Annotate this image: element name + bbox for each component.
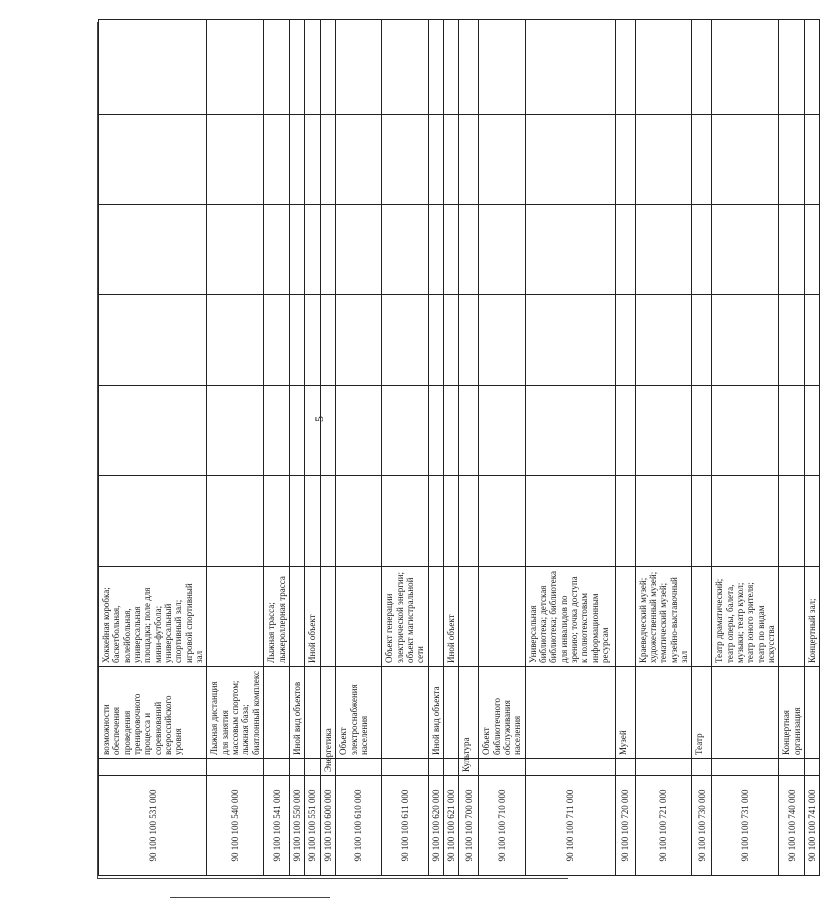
category-cell <box>443 759 458 776</box>
empty-cell <box>382 386 428 476</box>
kind-cell: Объект библиотечного обслуживания населения <box>479 667 525 759</box>
object-cell: Лыжная трасса; лыжероллерная трасса <box>264 567 290 667</box>
table-row <box>290 20 305 876</box>
kind-cell: возможности обеспечения проведения тренировочного процесса и соревнований всероссийского уровня <box>99 667 207 759</box>
object-cell <box>320 567 335 667</box>
empty-cell <box>305 476 320 567</box>
category-cell <box>712 759 779 776</box>
classification-table <box>98 19 820 876</box>
code-cell: 90 100 100 700 000 <box>459 776 479 876</box>
empty-cell <box>290 115 305 205</box>
object-cell: Объект генерации электрической энергии; объект магистральной сети <box>382 567 428 667</box>
code-cell: 90 100 100 541 000 <box>264 776 290 876</box>
code-cell: 90 100 100 731 000 <box>712 776 779 876</box>
table-row <box>779 20 805 876</box>
table-row <box>428 20 443 876</box>
empty-cell <box>264 476 290 567</box>
empty-cell <box>305 115 320 205</box>
empty-cell <box>805 205 820 295</box>
empty-cell <box>779 205 805 295</box>
empty-cell <box>692 386 712 476</box>
kind-cell <box>443 667 458 759</box>
kind-cell: Лыжная дистанция для занятия массовым спортом; лыжная база; биатлонный комплекс <box>207 667 264 759</box>
empty-cell <box>382 115 428 205</box>
empty-cell <box>779 476 805 567</box>
kind-cell <box>382 667 428 759</box>
code-cell: 90 100 100 551 000 <box>305 776 320 876</box>
empty-cell <box>336 205 382 295</box>
empty-cell <box>525 295 615 386</box>
category-cell <box>99 759 207 776</box>
empty-cell <box>264 386 290 476</box>
object-cell <box>779 567 805 667</box>
empty-cell <box>99 476 207 567</box>
empty-cell <box>525 205 615 295</box>
code-cell: 90 100 100 711 000 <box>525 776 615 876</box>
empty-cell <box>443 20 458 115</box>
empty-cell <box>779 295 805 386</box>
object-cell <box>290 567 305 667</box>
code-cell: 90 100 100 741 000 <box>805 776 820 876</box>
table-row <box>305 20 320 876</box>
category-cell <box>805 759 820 776</box>
empty-cell <box>692 295 712 386</box>
empty-cell <box>525 476 615 567</box>
empty-cell <box>320 115 335 205</box>
empty-cell <box>336 20 382 115</box>
category-cell <box>207 759 264 776</box>
empty-cell <box>615 205 635 295</box>
empty-cell <box>305 386 320 476</box>
category-cell <box>525 759 615 776</box>
table-row <box>712 20 779 876</box>
empty-cell <box>443 476 458 567</box>
empty-cell <box>459 20 479 115</box>
kind-cell <box>712 667 779 759</box>
category-cell <box>264 759 290 776</box>
empty-cell <box>712 386 779 476</box>
empty-cell <box>428 205 443 295</box>
empty-cell <box>305 295 320 386</box>
category-cell <box>479 759 525 776</box>
empty-cell <box>99 386 207 476</box>
empty-cell <box>305 205 320 295</box>
empty-cell <box>428 386 443 476</box>
category-cell <box>615 759 635 776</box>
empty-cell <box>320 20 335 115</box>
empty-cell <box>320 386 335 476</box>
empty-cell <box>290 295 305 386</box>
empty-cell <box>635 386 692 476</box>
empty-cell <box>712 115 779 205</box>
empty-cell <box>290 205 305 295</box>
empty-cell <box>320 295 335 386</box>
category-cell: Энергетика <box>320 759 335 776</box>
empty-cell <box>779 386 805 476</box>
empty-cell <box>479 205 525 295</box>
scan-left-edge <box>97 22 98 878</box>
code-cell: 90 100 100 710 000 <box>479 776 525 876</box>
empty-cell <box>336 295 382 386</box>
rotated-table-wrapper <box>98 20 818 876</box>
empty-cell <box>428 476 443 567</box>
empty-cell <box>692 476 712 567</box>
empty-cell <box>459 386 479 476</box>
empty-cell <box>635 295 692 386</box>
empty-cell <box>692 20 712 115</box>
kind-cell: Объект электроснабжения населения <box>336 667 382 759</box>
code-cell: 90 100 100 531 000 <box>99 776 207 876</box>
object-cell: Краеведческий музей; художественный музей; тематический музей; музейно-выставочный зал <box>635 567 692 667</box>
kind-cell: Музей <box>615 667 635 759</box>
table-row <box>320 20 335 876</box>
table-row <box>805 20 820 876</box>
empty-cell <box>712 205 779 295</box>
empty-cell <box>428 295 443 386</box>
empty-cell <box>805 476 820 567</box>
empty-cell <box>320 476 335 567</box>
empty-cell <box>525 386 615 476</box>
category-cell <box>290 759 305 776</box>
category-cell <box>382 759 428 776</box>
object-cell: Концертный зал; <box>805 567 820 667</box>
empty-cell <box>99 115 207 205</box>
empty-cell <box>382 20 428 115</box>
empty-cell <box>712 295 779 386</box>
empty-cell <box>525 115 615 205</box>
kind-cell <box>635 667 692 759</box>
kind-cell: Концертная организация <box>779 667 805 759</box>
scan-bottom-mark <box>170 897 330 898</box>
empty-cell <box>692 115 712 205</box>
object-cell <box>692 567 712 667</box>
empty-cell <box>290 20 305 115</box>
table-row <box>99 20 207 876</box>
empty-cell <box>479 476 525 567</box>
kind-cell <box>805 667 820 759</box>
object-cell <box>479 567 525 667</box>
object-cell <box>207 567 264 667</box>
empty-cell <box>99 20 207 115</box>
empty-cell <box>525 20 615 115</box>
table-row <box>635 20 692 876</box>
empty-cell <box>615 476 635 567</box>
object-cell <box>615 567 635 667</box>
empty-cell <box>264 20 290 115</box>
category-cell <box>305 759 320 776</box>
kind-cell <box>525 667 615 759</box>
empty-cell <box>805 20 820 115</box>
code-cell: 90 100 100 600 000 <box>320 776 335 876</box>
code-cell: 90 100 100 730 000 <box>692 776 712 876</box>
kind-cell: Иной вид объектов <box>290 667 305 759</box>
empty-cell <box>479 115 525 205</box>
empty-cell <box>479 386 525 476</box>
table-row <box>382 20 428 876</box>
empty-cell <box>382 205 428 295</box>
empty-cell <box>635 115 692 205</box>
empty-cell <box>382 476 428 567</box>
object-cell: Универсальная библиотека; детская библиотека; библиотека для инвалидов по зрению; точка доступа к полнотекстовым информационным ресурсам <box>525 567 615 667</box>
empty-cell <box>615 20 635 115</box>
empty-cell <box>443 205 458 295</box>
object-cell <box>336 567 382 667</box>
empty-cell <box>290 476 305 567</box>
object-cell: Театр драматический; театр оперы, балета, музыки; театр кукол; театр юного зрителя; театр по видам искусства <box>712 567 779 667</box>
empty-cell <box>336 386 382 476</box>
empty-cell <box>635 205 692 295</box>
code-cell: 90 100 100 620 000 <box>428 776 443 876</box>
empty-cell <box>459 205 479 295</box>
empty-cell <box>207 295 264 386</box>
empty-cell <box>459 295 479 386</box>
empty-cell <box>479 295 525 386</box>
empty-cell <box>459 115 479 205</box>
table-row <box>692 20 712 876</box>
code-cell: 90 100 100 740 000 <box>779 776 805 876</box>
empty-cell <box>428 115 443 205</box>
empty-cell <box>207 20 264 115</box>
empty-cell <box>615 386 635 476</box>
empty-cell <box>305 20 320 115</box>
category-cell <box>692 759 712 776</box>
empty-cell <box>615 115 635 205</box>
kind-cell: Театр <box>692 667 712 759</box>
empty-cell <box>290 386 305 476</box>
empty-cell <box>635 20 692 115</box>
category-cell <box>336 759 382 776</box>
table-row <box>479 20 525 876</box>
code-cell: 90 100 100 721 000 <box>635 776 692 876</box>
table-row <box>207 20 264 876</box>
empty-cell <box>336 115 382 205</box>
object-cell: Иной объект <box>305 567 320 667</box>
table-row <box>525 20 615 876</box>
empty-cell <box>779 20 805 115</box>
empty-cell <box>264 115 290 205</box>
object-cell <box>459 567 479 667</box>
empty-cell <box>382 295 428 386</box>
empty-cell <box>805 115 820 205</box>
category-cell: Культура <box>459 759 479 776</box>
empty-cell <box>428 20 443 115</box>
empty-cell <box>207 386 264 476</box>
empty-cell <box>443 386 458 476</box>
category-cell <box>635 759 692 776</box>
empty-cell <box>443 295 458 386</box>
category-cell <box>428 759 443 776</box>
empty-cell <box>207 476 264 567</box>
code-cell: 90 100 100 540 000 <box>207 776 264 876</box>
empty-cell <box>99 205 207 295</box>
code-cell: 90 100 100 720 000 <box>615 776 635 876</box>
empty-cell <box>635 476 692 567</box>
code-cell: 90 100 100 621 000 <box>443 776 458 876</box>
empty-cell <box>459 476 479 567</box>
empty-cell <box>264 295 290 386</box>
kind-cell: Иной вид объекта <box>428 667 443 759</box>
kind-cell <box>305 667 320 759</box>
page-number: 5 <box>312 416 326 422</box>
empty-cell <box>207 115 264 205</box>
scan-bottom-edge <box>97 878 568 879</box>
empty-cell <box>805 295 820 386</box>
code-cell: 90 100 100 550 000 <box>290 776 305 876</box>
empty-cell <box>320 205 335 295</box>
empty-cell <box>479 20 525 115</box>
empty-cell <box>712 20 779 115</box>
empty-cell <box>712 476 779 567</box>
empty-cell <box>779 115 805 205</box>
object-cell <box>428 567 443 667</box>
code-cell: 90 100 100 610 000 <box>336 776 382 876</box>
code-cell: 90 100 100 611 000 <box>382 776 428 876</box>
empty-cell <box>443 115 458 205</box>
empty-cell <box>207 205 264 295</box>
table-row <box>264 20 290 876</box>
table-row <box>336 20 382 876</box>
kind-cell <box>264 667 290 759</box>
object-cell: Иной объект <box>443 567 458 667</box>
table-row <box>459 20 479 876</box>
table-row <box>615 20 635 876</box>
empty-cell <box>615 295 635 386</box>
object-cell: Хоккейная коробка; баскетбольная, волейбольная, универсальная площадка; поле для мини-футбола; универсальный спортивный зал; игровой спортивный зал <box>99 567 207 667</box>
empty-cell <box>692 205 712 295</box>
empty-cell <box>99 295 207 386</box>
category-cell <box>779 759 805 776</box>
empty-cell <box>336 476 382 567</box>
table-row <box>443 20 458 876</box>
empty-cell <box>805 386 820 476</box>
empty-cell <box>264 205 290 295</box>
